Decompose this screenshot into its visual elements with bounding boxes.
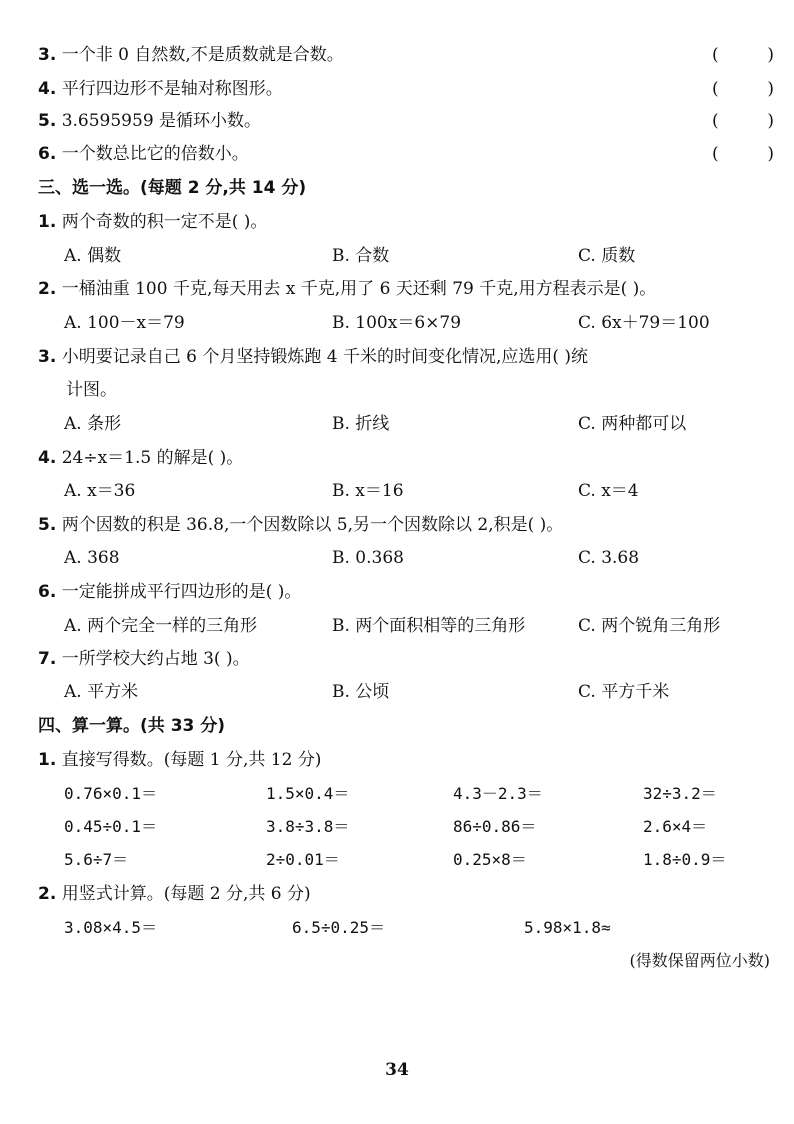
calc-item[interactable]: 0.45÷0.1＝ [64,817,158,836]
option-b[interactable]: B. 公顷 [332,682,390,702]
right-paren: ) [767,144,774,164]
calc-item[interactable]: 2÷0.01＝ [266,850,340,869]
section-3-heading: 三、选一选。(每题 2 分,共 14 分) [38,178,307,198]
right-paren: ) [767,111,774,131]
item-text: 用竖式计算。(每题 2 分,共 6 分) [61,884,311,904]
item-number: 2. [38,884,57,904]
option-c[interactable]: C. 3.68 [578,548,640,568]
choice-q3-options [0,407,794,441]
calc1-row-2 [0,810,794,844]
item-number: 4. [38,448,57,468]
option-b[interactable]: B. x＝16 [332,481,404,501]
option-b[interactable]: B. 合数 [332,246,390,266]
item-text: 两个因数的积是 36.8,一个因数除以 5,另一个因数除以 2,积是( )。 [61,515,564,535]
judge-item-5 [0,104,794,138]
item-text: 两个奇数的积一定不是( )。 [61,212,268,232]
calc-item[interactable]: 86÷0.86＝ [453,817,537,836]
calc-item[interactable]: 1.5×0.4＝ [266,784,350,803]
choice-q1-options [0,239,794,273]
judge-item-4 [0,72,794,106]
section-4-heading-row [0,709,794,743]
option-b[interactable]: B. 0.368 [332,548,404,568]
item-text: 一桶油重 100 千克,每天用去 x 千克,用了 6 天还剩 79 千克,用方程表示是( )。 [61,279,657,299]
item-number: 5. [38,515,57,535]
choice-q5 [0,508,794,542]
left-paren: ( [712,111,719,131]
item-number: 6. [38,144,57,164]
item-text: 平行四边形不是轴对称图形。 [61,79,283,99]
item-text: 一个数总比它的倍数小。 [61,144,249,164]
calc2-row [0,911,794,945]
right-paren: ) [767,45,774,65]
rounding-note: (得数保留两位小数) [629,951,770,970]
left-paren: ( [712,144,719,164]
item-number: 4. [38,79,57,99]
item-number: 5. [38,111,57,131]
choice-q4 [0,441,794,475]
vertical-calc-item[interactable]: 5.98×1.8≈ [524,918,611,937]
left-paren: ( [712,79,719,99]
calc-item[interactable]: 1.8÷0.9＝ [643,850,727,869]
calc-item[interactable]: 3.8÷3.8＝ [266,817,350,836]
item-number: 3. [38,45,57,65]
choice-q2 [0,272,794,306]
item-text: 一所学校大约占地 3( )。 [61,649,250,669]
option-b[interactable]: B. 折线 [332,414,390,434]
item-text: 3.6595959 是循环小数。 [61,111,262,131]
item-number: 1. [38,750,57,770]
option-a[interactable]: A. x＝36 [64,481,136,501]
choice-q4-options [0,474,794,508]
item-text: 直接写得数。(每题 1 分,共 12 分) [61,750,322,770]
section-4-heading: 四、算一算。(共 33 分) [38,716,226,736]
choice-q5-options [0,541,794,575]
vertical-calc-item[interactable]: 6.5÷0.25＝ [292,918,386,937]
vertical-calc-item[interactable]: 3.08×4.5＝ [64,918,158,937]
choice-q3-continued [0,373,794,407]
item-text: 24÷x＝1.5 的解是( )。 [61,448,244,468]
choice-q2-options [0,306,794,340]
calc2-note-row [0,944,794,978]
choice-q3 [0,340,794,374]
item-number: 3. [38,347,57,367]
calc2-title-row [0,877,794,911]
item-text-continued: 计图。 [66,380,117,400]
choice-q6 [0,575,794,609]
item-text: 小明要记录自己 6 个月坚持锻炼跑 4 千米的时间变化情况,应选用( )统 [61,347,589,367]
choice-q1 [0,205,794,239]
calc-item[interactable]: 4.3－2.3＝ [453,784,543,803]
page-number: 34 [385,1060,409,1080]
item-number: 1. [38,212,57,232]
option-b[interactable]: B. 100x＝6×79 [332,313,462,333]
calc1-row-3 [0,843,794,877]
calc-item[interactable]: 32÷3.2＝ [643,784,717,803]
option-c[interactable]: C. x＝4 [578,481,639,501]
right-paren: ) [767,79,774,99]
option-a[interactable]: A. 100－x＝79 [64,313,185,333]
left-paren: ( [712,45,719,65]
item-number: 7. [38,649,57,669]
option-b[interactable]: B. 两个面积相等的三角形 [332,616,526,636]
item-number: 2. [38,279,57,299]
option-c[interactable]: C. 两种都可以 [578,414,687,434]
option-a[interactable]: A. 平方米 [64,682,139,702]
item-text: 一个非 0 自然数,不是质数就是合数。 [61,45,344,65]
item-text: 一定能拼成平行四边形的是( )。 [61,582,302,602]
option-a[interactable]: A. 偶数 [64,246,122,266]
calc-item[interactable]: 5.6÷7＝ [64,850,129,869]
choice-q7 [0,642,794,676]
calc1-row-1 [0,777,794,811]
option-c[interactable]: C. 两个锐角三角形 [578,616,721,636]
calc-item[interactable]: 2.6×4＝ [643,817,708,836]
option-c[interactable]: C. 质数 [578,246,636,266]
choice-q7-options [0,675,794,709]
option-c[interactable]: C. 6x＋79＝100 [578,313,710,333]
calc-item[interactable]: 0.25×8＝ [453,850,527,869]
option-a[interactable]: A. 两个完全一样的三角形 [64,616,258,636]
calc-item[interactable]: 0.76×0.1＝ [64,784,158,803]
section-3-heading-row [0,171,794,205]
option-c[interactable]: C. 平方千米 [578,682,670,702]
choice-q6-options [0,609,794,643]
option-a[interactable]: A. 条形 [64,414,122,434]
judge-item-6 [0,137,794,171]
item-number: 6. [38,582,57,602]
calc1-title-row [0,743,794,777]
judge-item-3 [0,38,794,72]
option-a[interactable]: A. 368 [64,548,120,568]
